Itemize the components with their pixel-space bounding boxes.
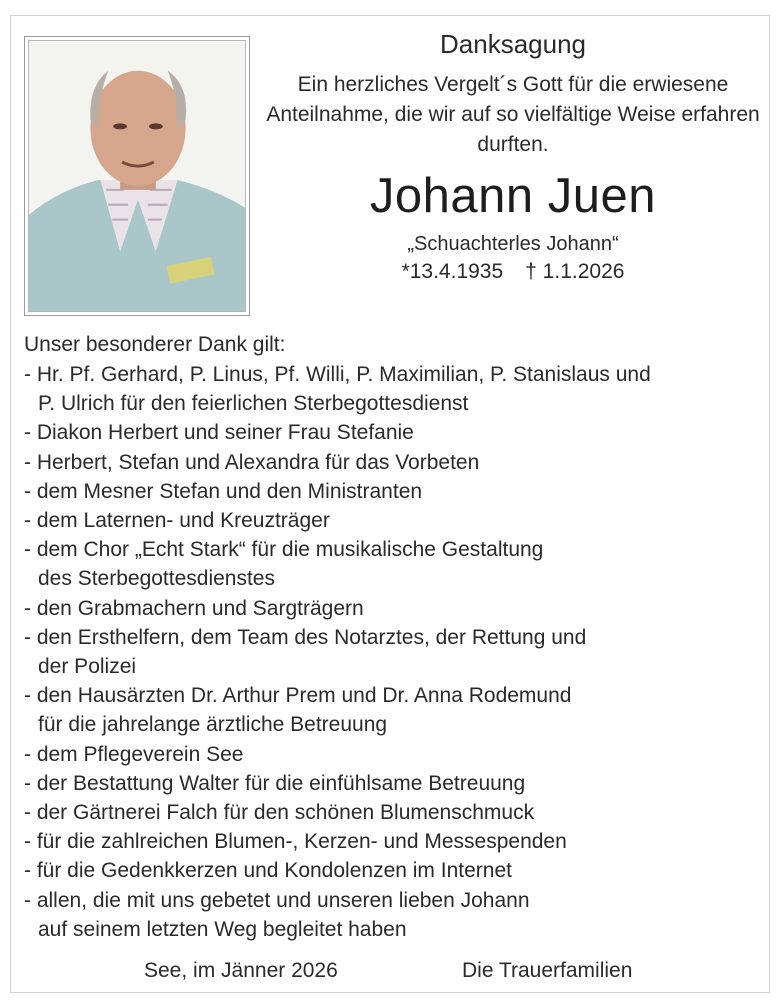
portrait-image [29, 41, 245, 311]
list-item-continuation: des Sterbegottesdienstes [38, 567, 275, 591]
portrait-frame [24, 36, 250, 316]
list-item: - dem Pflegeverein See [24, 742, 244, 766]
thanks-intro: Unser besonderer Dank gilt: [24, 333, 286, 356]
list-item: - dem Laternen- und Kreuzträger [24, 509, 330, 533]
list-item: - dem Chor „Echt Stark“ für die musikalische Gestaltung [24, 538, 544, 562]
signature-line: Die Trauerfamilien [462, 959, 633, 982]
list-item: - den Grabmachern und Sargträgern [24, 596, 364, 620]
page-title: Danksagung [440, 29, 586, 59]
list-item: - der Gärtnerei Falch für den schönen Blumenschmuck [24, 801, 535, 825]
deceased-nickname: „Schuachterles Johann“ [407, 233, 619, 255]
list-item: - den Ersthelfern, dem Team des Notarztes, der Rettung und [24, 625, 587, 649]
list-item: - für die zahlreichen Blumen-, Kerzen- und Messespenden [24, 830, 567, 854]
list-item: - Diakon Herbert und seiner Frau Stefanie [24, 421, 414, 445]
life-dates [258, 258, 768, 286]
portrait-photo [28, 40, 246, 312]
list-item-continuation: P. Ulrich für den feierlichen Sterbegottesdienst [38, 392, 469, 416]
list-item: - Herbert, Stefan und Alexandra für das Vorbeten [24, 450, 480, 474]
list-item: - allen, die mit uns gebetet und unseren lieben Johann [24, 888, 530, 912]
deceased-name: Johann Juen [369, 169, 657, 223]
thanks-list [24, 330, 724, 944]
list-item: - dem Mesner Stefan und den Ministranten [24, 479, 423, 503]
list-item-continuation: auf seinem letzten Weg begleitet haben [38, 917, 407, 941]
list-item: - Hr. Pf. Gerhard, P. Linus, Pf. Willi, P. Maximilian, P. Stanislaus und [24, 363, 651, 386]
list-item: - für die Gedenkkerzen und Kondolenzen im Internet [24, 859, 512, 883]
list-item-continuation: für die jahrelange ärztliche Betreuung [38, 713, 388, 737]
list-item: - den Hausärzten Dr. Arthur Prem und Dr. Anna Rodemund [24, 684, 572, 708]
intro-text: Ein herzliches Vergelt´s Gott für die erwiesene Anteilnahme, die wir auf so vielfältige Weise erfahren durften. [266, 73, 760, 156]
list-item: - der Bestattung Walter für die einfühlsame Betreuung [24, 771, 526, 795]
list-item-continuation: der Polizei [38, 655, 137, 679]
place-date: See, im Jänner 2026 [144, 959, 338, 982]
death-date: † 1.1.2026 [525, 260, 625, 283]
birth-date: *13.4.1935 [401, 260, 504, 283]
header-block [258, 22, 768, 286]
